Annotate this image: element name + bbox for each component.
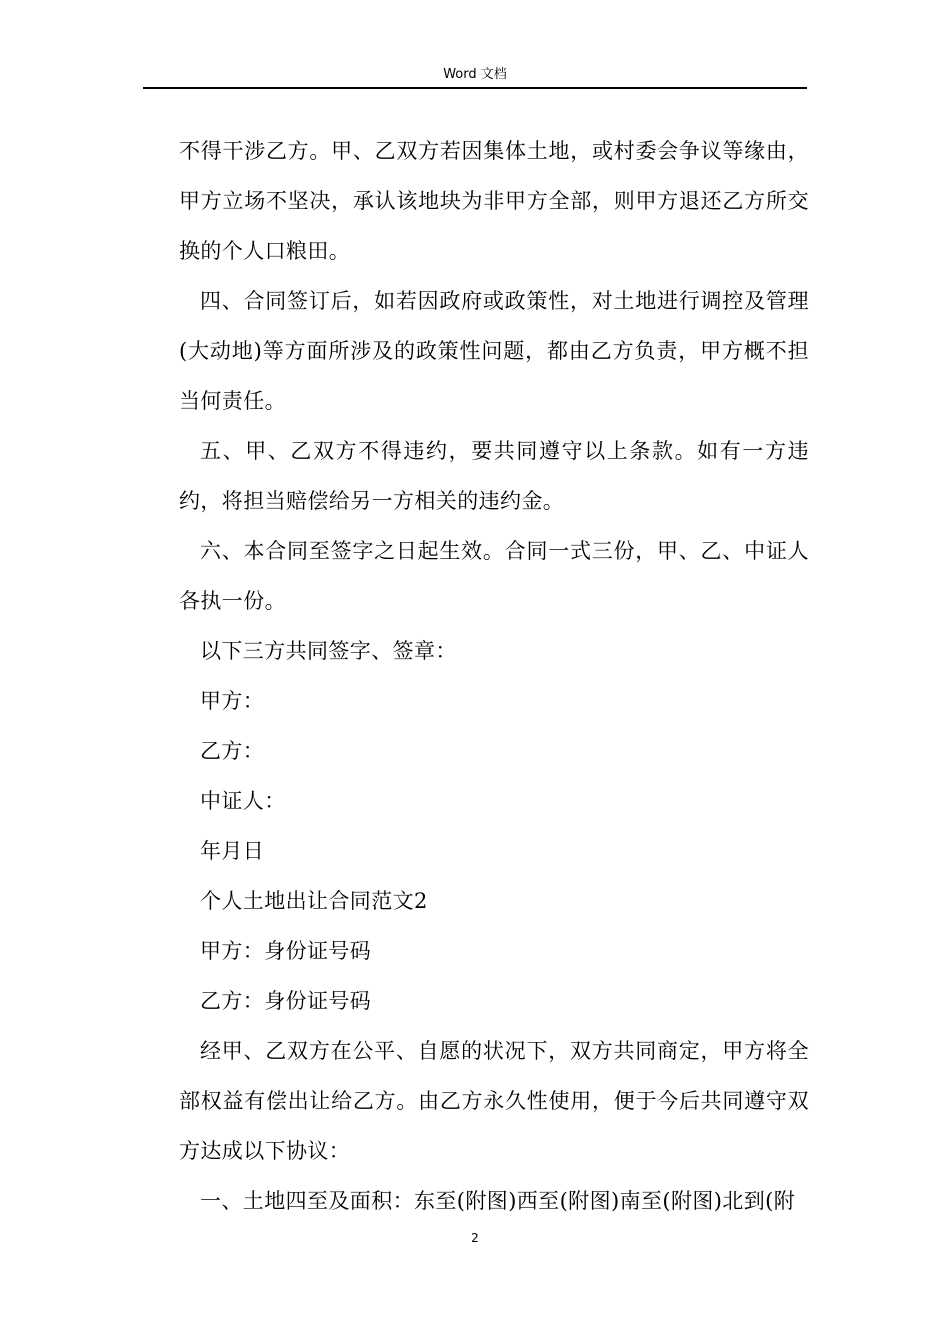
signature-date: 年月日 <box>200 839 265 863</box>
paragraph-signature-intro: 以下三方共同签字、签章： <box>200 639 457 663</box>
document-body <box>179 126 809 1226</box>
signature-party-a: 甲方： <box>200 689 265 713</box>
paragraph-clause-1: 一、土地四至及面积：东至(附图)西至(附图)南至(附图)北到(附 <box>200 1189 796 1213</box>
paragraph-continuation: 不得干涉乙方。甲、乙双方若因集体土地，或村委会争议等缘由，甲方立场不坚决，承认该地块为非甲方全部，则甲方退还乙方所交换的个人口粮田。 <box>179 139 809 263</box>
page-header: Word 文档 <box>443 67 507 82</box>
page-number: 2 <box>471 1231 479 1245</box>
party-b-id-line: 乙方：身份证号码 <box>200 989 372 1013</box>
signature-party-b: 乙方： <box>200 739 265 763</box>
signature-witness: 中证人： <box>200 789 286 813</box>
paragraph-agreement-intro: 经甲、乙双方在公平、自愿的状况下，双方共同商定，甲方将全部权益有偿出让给乙方。由乙方永久性使用，便于今后共同遵守双方达成以下协议： <box>179 1039 809 1163</box>
section-title: 个人土地出让合同范文2 <box>200 889 428 913</box>
header-divider <box>143 87 807 89</box>
paragraph-clause-4: 四、合同签订后，如若因政府或政策性，对土地进行调控及管理(大动地)等方面所涉及的政策性问题，都由乙方负责，甲方概不担当何责任。 <box>179 289 809 413</box>
party-a-id-line: 甲方：身份证号码 <box>200 939 372 963</box>
paragraph-clause-6: 六、本合同至签字之日起生效。合同一式三份，甲、乙、中证人各执一份。 <box>179 539 809 613</box>
paragraph-clause-5: 五、甲、乙双方不得违约，要共同遵守以上条款。如有一方违约，将担当赔偿给另一方相关的违约金。 <box>179 439 809 513</box>
